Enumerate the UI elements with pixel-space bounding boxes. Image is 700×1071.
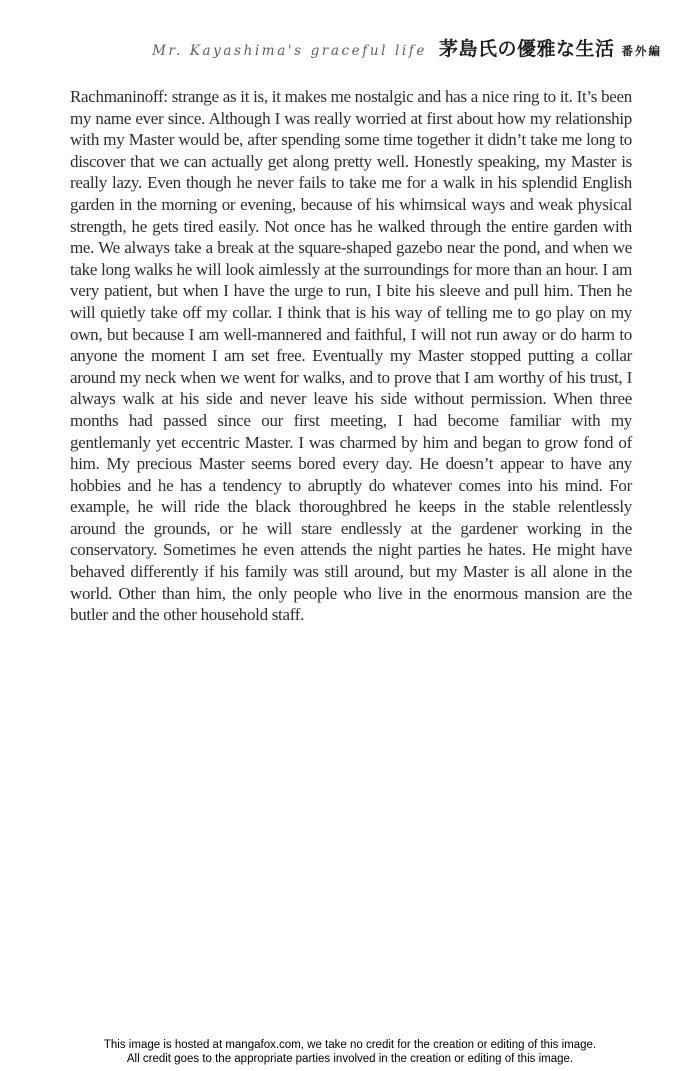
series-title-japanese: 茅島氏の優雅な生活: [438, 38, 615, 60]
novel-paragraph: Rachmaninoff: strange as it is, it makes me nostalgic and has a nice ring to it. It’s been my name ever since. Although I was really worried at first about how my relationship with my Master would be, after spending some time together it didn’t take me long to discover that we can actually get along pretty well. Honestly speaking, my Master is really lazy. Even though he never fails to take me for a walk in his splendid English garden in the morning or evening, because of his whimsical ways and weak physical strength, he gets tired easily. Not once has he walked through the entire garden with me. We always take a break at the square-shaped gazebo near the pond, and when we take long walks he will look aimlessly at the surroundings for more than an hour. I am very patient, but when I have the urge to run, I bite his sleeve and pull him. Then he will quietly take off my collar. I think that is his way of telling me to go play on my own, but because I am well-mannered and faithful, I will not run away or do harm to anyone the moment I am set free. Eventually my Master stopped putting a collar around my neck when we went for walks, and to prove that I am worthy of his trust, I always walk at his side and never leave his side without permission. When three months had passed since our first meeting, I had become familiar with my gentlemanly yet eccentric Master. I was charmed by him and began to grow fond of him. My precious Master seems bored every day. He doesn’t appear to have any hobbies and he has a tendency to abruptly do whatever comes into his mind. For example, he will ride the black thoroughbred he keeps in the stable relentlessly around the grounds, or he will stare endlessly at the gardener working in the conservatory. Sometimes he even attends the night parties he hates. He might have behaved differently if his family was still around, but my Master is all alone in the world. Other than him, the only people who live in the enormous mansion are the butler and the other household staff.: [70, 87, 632, 625]
page-header: [0, 34, 662, 61]
disclaimer-line-1: This image is hosted at mangafox.com, we take no credit for the creation or editing of this image.: [103, 1039, 597, 1051]
series-title-english: Mr. Kayashima's graceful life: [152, 43, 427, 59]
disclaimer-line-2: All credit goes to the appropriate parties involved in the creation or editing of this image.: [126, 1053, 574, 1065]
novel-text-block: [70, 86, 632, 626]
chapter-label-extra-edition: 番外編: [621, 44, 662, 58]
hosting-disclaimer: [0, 1038, 700, 1066]
